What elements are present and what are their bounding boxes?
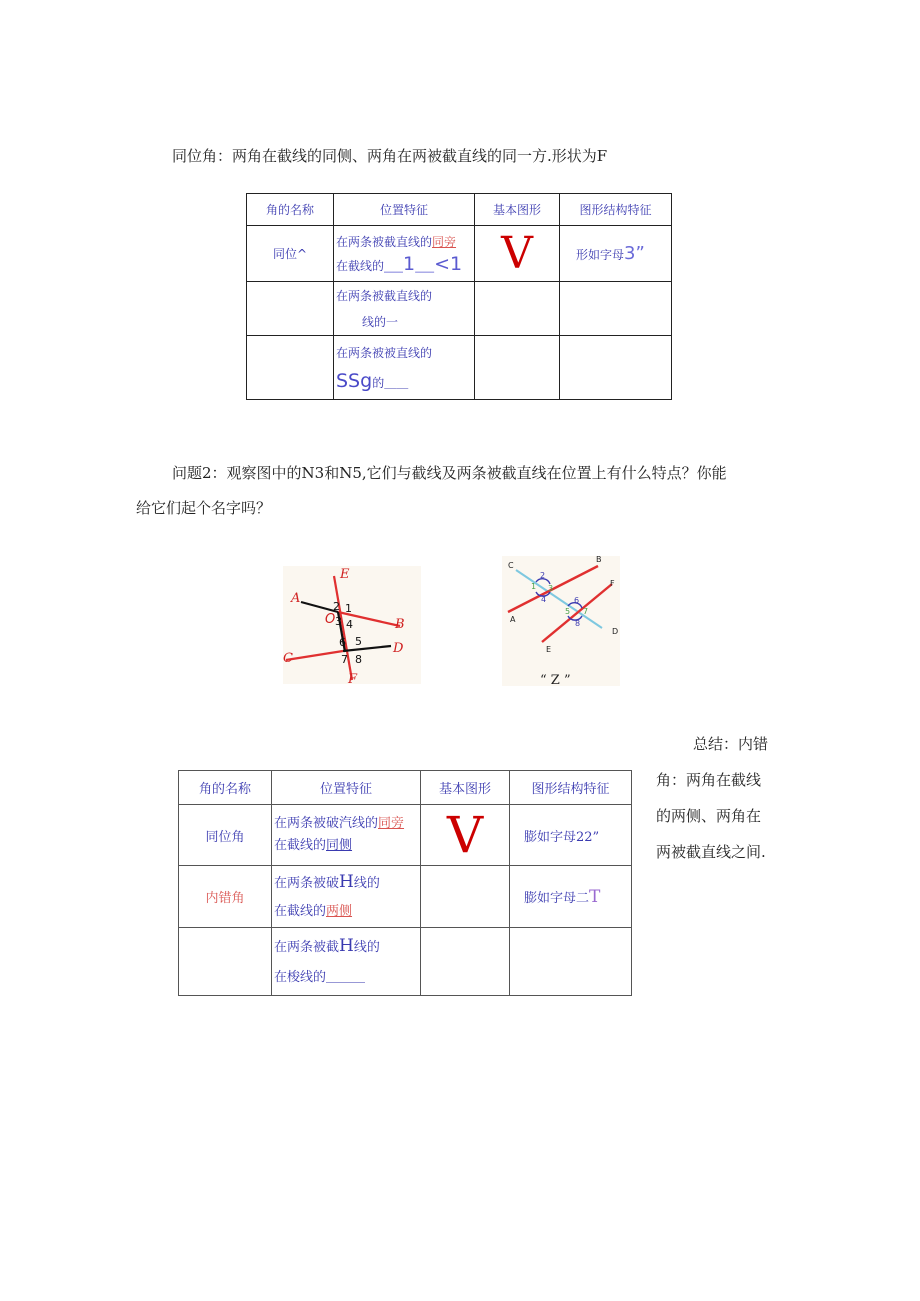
label-3: 3: [548, 584, 554, 593]
angle-name-cell: 同位角: [179, 805, 272, 866]
v-shape-symbol: V: [446, 806, 484, 864]
angle-name-cell: 内错角: [179, 866, 272, 928]
header-cell: 基本图形: [475, 194, 560, 226]
label-d: D: [393, 641, 404, 656]
figure-left: [283, 566, 421, 684]
position-cell: [272, 805, 421, 866]
header-cell: 角的名称: [247, 194, 334, 226]
position-letter: H: [339, 871, 354, 892]
label-7: 7: [583, 607, 589, 616]
table-row: [247, 282, 672, 336]
position-text: 线的: [353, 875, 380, 891]
position-text: 在两条被破: [274, 875, 340, 891]
position-cell: [272, 928, 421, 996]
label-5: 5: [355, 635, 362, 648]
position-text: 在两条被破汽线的: [274, 816, 379, 831]
header-cell: 角的名称: [179, 771, 272, 805]
label-o: O: [325, 612, 336, 627]
label-c: C: [508, 561, 514, 570]
handwritten-answer: SSg: [336, 369, 373, 392]
table-row: [247, 226, 672, 282]
position-text: 在两条被截直线的: [336, 288, 433, 303]
position-emphasis: 同旁: [432, 234, 457, 249]
angle-name-cell: [247, 336, 334, 400]
header-cell: 位置特征: [334, 194, 475, 226]
shape-cell: [475, 336, 560, 400]
label-1: 1: [345, 602, 352, 615]
feature-cell: [510, 928, 632, 996]
v-shape-symbol: V: [501, 228, 533, 279]
intro-line: 同位角：两角在截线的同侧、两角在两被截直线的同一方.形状为F: [172, 147, 608, 165]
shape-cell: [475, 226, 560, 282]
position-text: 的＿＿: [372, 375, 409, 390]
position-text: 在截线的: [274, 903, 327, 919]
table-row: [247, 336, 672, 400]
position-cell: [272, 866, 421, 928]
header-cell: 位置特征: [272, 771, 421, 805]
label-4: 4: [346, 618, 353, 631]
label-e: E: [340, 567, 350, 582]
feature-cell: 膨如字母22”: [510, 805, 632, 866]
position-letter: H: [339, 935, 354, 956]
summary-line-4: 两被截直线之间.: [656, 843, 766, 861]
angle-name-cell: [179, 928, 272, 996]
label-8: 8: [355, 653, 362, 666]
angle-table-1: [246, 193, 672, 400]
label-d: D: [612, 627, 619, 636]
transversal-line-cd: [516, 570, 602, 628]
feature-cell: [560, 282, 672, 336]
summary-line-3: 的两侧、两角在: [656, 807, 762, 825]
feature-letter: T: [589, 886, 601, 907]
label-f: F: [348, 672, 358, 684]
feature-text: 形如字母: [576, 248, 625, 262]
shape-cell: [421, 866, 510, 928]
position-emphasis: 两侧: [326, 903, 353, 919]
header-cell: 图形结构特征: [510, 771, 632, 805]
position-emphasis: 同侧: [326, 838, 353, 853]
figure-right-svg: [502, 556, 620, 686]
position-cell: [334, 336, 475, 400]
shape-cell: [421, 928, 510, 996]
label-2: 2: [333, 600, 340, 613]
label-f: F: [610, 579, 615, 588]
position-text: 在两条被被直线的: [336, 345, 433, 360]
header-cell: 基本图形: [421, 771, 510, 805]
figure-right: [502, 556, 620, 686]
label-c: C: [283, 651, 293, 666]
line-cd-right: [343, 646, 391, 651]
handwritten-feature: 3”: [624, 243, 645, 264]
figure-caption-z: “ Z ”: [540, 673, 571, 686]
position-cell: [334, 226, 475, 282]
angle-name-cell: 同位^: [247, 226, 334, 282]
question-line-1: 问题2：观察图中的N3和N5,它们与截线及两条被截直线在位置上有什么特点？你能: [172, 464, 727, 482]
summary-line-1: 总结：内错: [692, 735, 768, 753]
position-text: 在截线的: [274, 838, 327, 853]
position-text: 在两条被截直线的: [336, 234, 433, 249]
shape-cell: [421, 805, 510, 866]
label-b: B: [395, 617, 405, 632]
table-row: [179, 805, 632, 866]
label-5: 5: [565, 607, 571, 616]
position-emphasis: 同旁: [378, 816, 405, 831]
feature-cell: [560, 336, 672, 400]
label-2: 2: [540, 571, 546, 580]
label-a: A: [291, 591, 301, 606]
question-line-2: 给它们起个名字吗？: [136, 499, 272, 517]
position-text: 在截线的: [336, 258, 385, 273]
handwritten-answer: ＿1＿<1: [384, 252, 463, 275]
feature-text: 膨如字母二: [524, 890, 590, 906]
table-row: [179, 866, 632, 928]
figure-left-svg: [283, 566, 421, 684]
label-4: 4: [541, 595, 547, 604]
feature-cell: [560, 226, 672, 282]
angle-name-cell: [247, 282, 334, 336]
label-6: 6: [574, 596, 580, 605]
label-b: B: [596, 556, 602, 564]
shape-cell: [475, 282, 560, 336]
position-text: 在两条被截: [274, 939, 340, 955]
header-cell: 图形结构特征: [560, 194, 672, 226]
label-a: A: [510, 615, 516, 624]
table-header-row: [247, 194, 672, 226]
position-text: 在梭线的＿＿＿: [274, 969, 366, 985]
label-6: 6: [339, 636, 346, 649]
angle-table-2: [178, 770, 632, 996]
label-7: 7: [341, 653, 348, 666]
position-text: 线的: [353, 939, 380, 955]
label-8: 8: [575, 619, 581, 628]
table-row: [179, 928, 632, 996]
label-3: 3: [335, 615, 342, 628]
position-cell: [334, 282, 475, 336]
summary-line-2: 角：两角在截线: [656, 771, 762, 789]
line-cd-left: [286, 651, 343, 660]
position-text: 线的一: [362, 314, 399, 329]
feature-cell: [510, 866, 632, 928]
label-1: 1: [531, 582, 537, 591]
label-e: E: [546, 645, 552, 654]
table-header-row: [179, 771, 632, 805]
